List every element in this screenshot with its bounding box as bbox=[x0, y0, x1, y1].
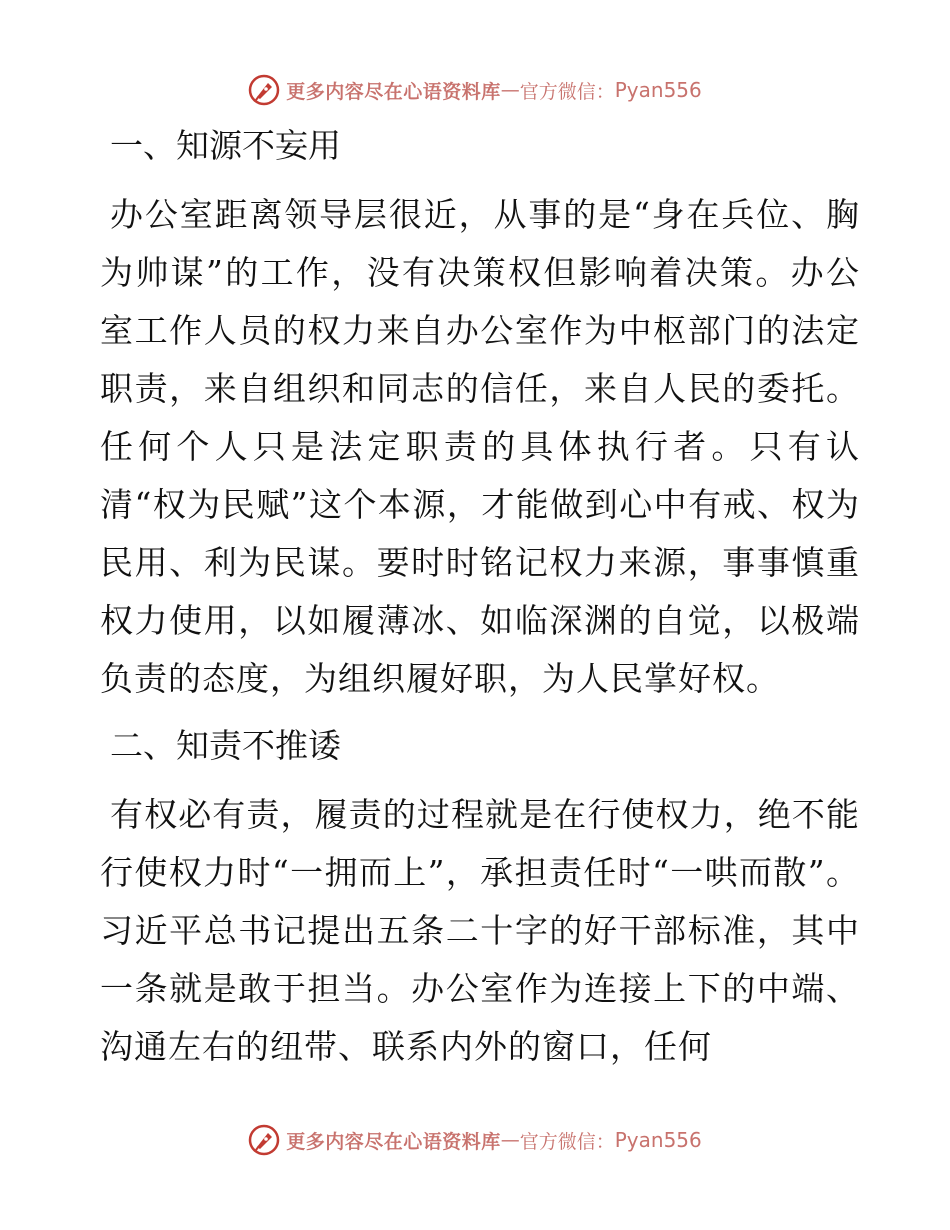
section-paragraph-2: 有权必有责，履责的过程就是在行使权力，绝不能行使权力时“一拥而上”，承担责任时“一哄而散”。习近平总书记提出五条二十字的好干部标准，其中一条就是敢于担当。办公室作为连接上下的中端、沟通左右的纽带、联系内外的窗口，任何 bbox=[100, 795, 860, 1066]
section-heading-1: 一、知源不妄用 bbox=[110, 126, 341, 165]
watermark-wechat-label: 官方微信： bbox=[519, 1130, 615, 1153]
document-body bbox=[100, 116, 860, 1084]
section-heading-2: 二、知责不推诿 bbox=[110, 726, 341, 765]
pen-nib-logo-icon bbox=[248, 1124, 280, 1156]
watermark-wechat-id: Pyan556 bbox=[614, 1128, 702, 1152]
watermark-wechat-label: 官方微信： bbox=[519, 80, 615, 103]
watermark-text: 更多内容尽在心语资料库 bbox=[286, 80, 501, 103]
watermark-wechat-id: Pyan556 bbox=[614, 78, 702, 102]
watermark-separator: — bbox=[500, 79, 520, 101]
footer-watermark bbox=[0, 1120, 950, 1160]
watermark-text: 更多内容尽在心语资料库 bbox=[286, 1130, 501, 1153]
header-watermark bbox=[0, 70, 950, 110]
pen-nib-logo-icon bbox=[248, 74, 280, 106]
section-paragraph-1: 办公室距离领导层很近，从事的是“身在兵位、胸为帅谋”的工作，没有决策权但影响着决策。办公室工作人员的权力来自办公室作为中枢部门的法定职责，来自组织和同志的信任，来自人民的委托。任何个人只是法定职责的具体执行者。只有认清“权为民赋”这个本源，才能做到心中有戒、权为民用、利为民谋。要时时铭记权力来源，事事慎重权力使用，以如履薄冰、如临深渊的自觉，以极端负责的态度，为组织履好职，为人民掌好权。 bbox=[100, 195, 860, 698]
watermark-separator: — bbox=[500, 1129, 520, 1151]
